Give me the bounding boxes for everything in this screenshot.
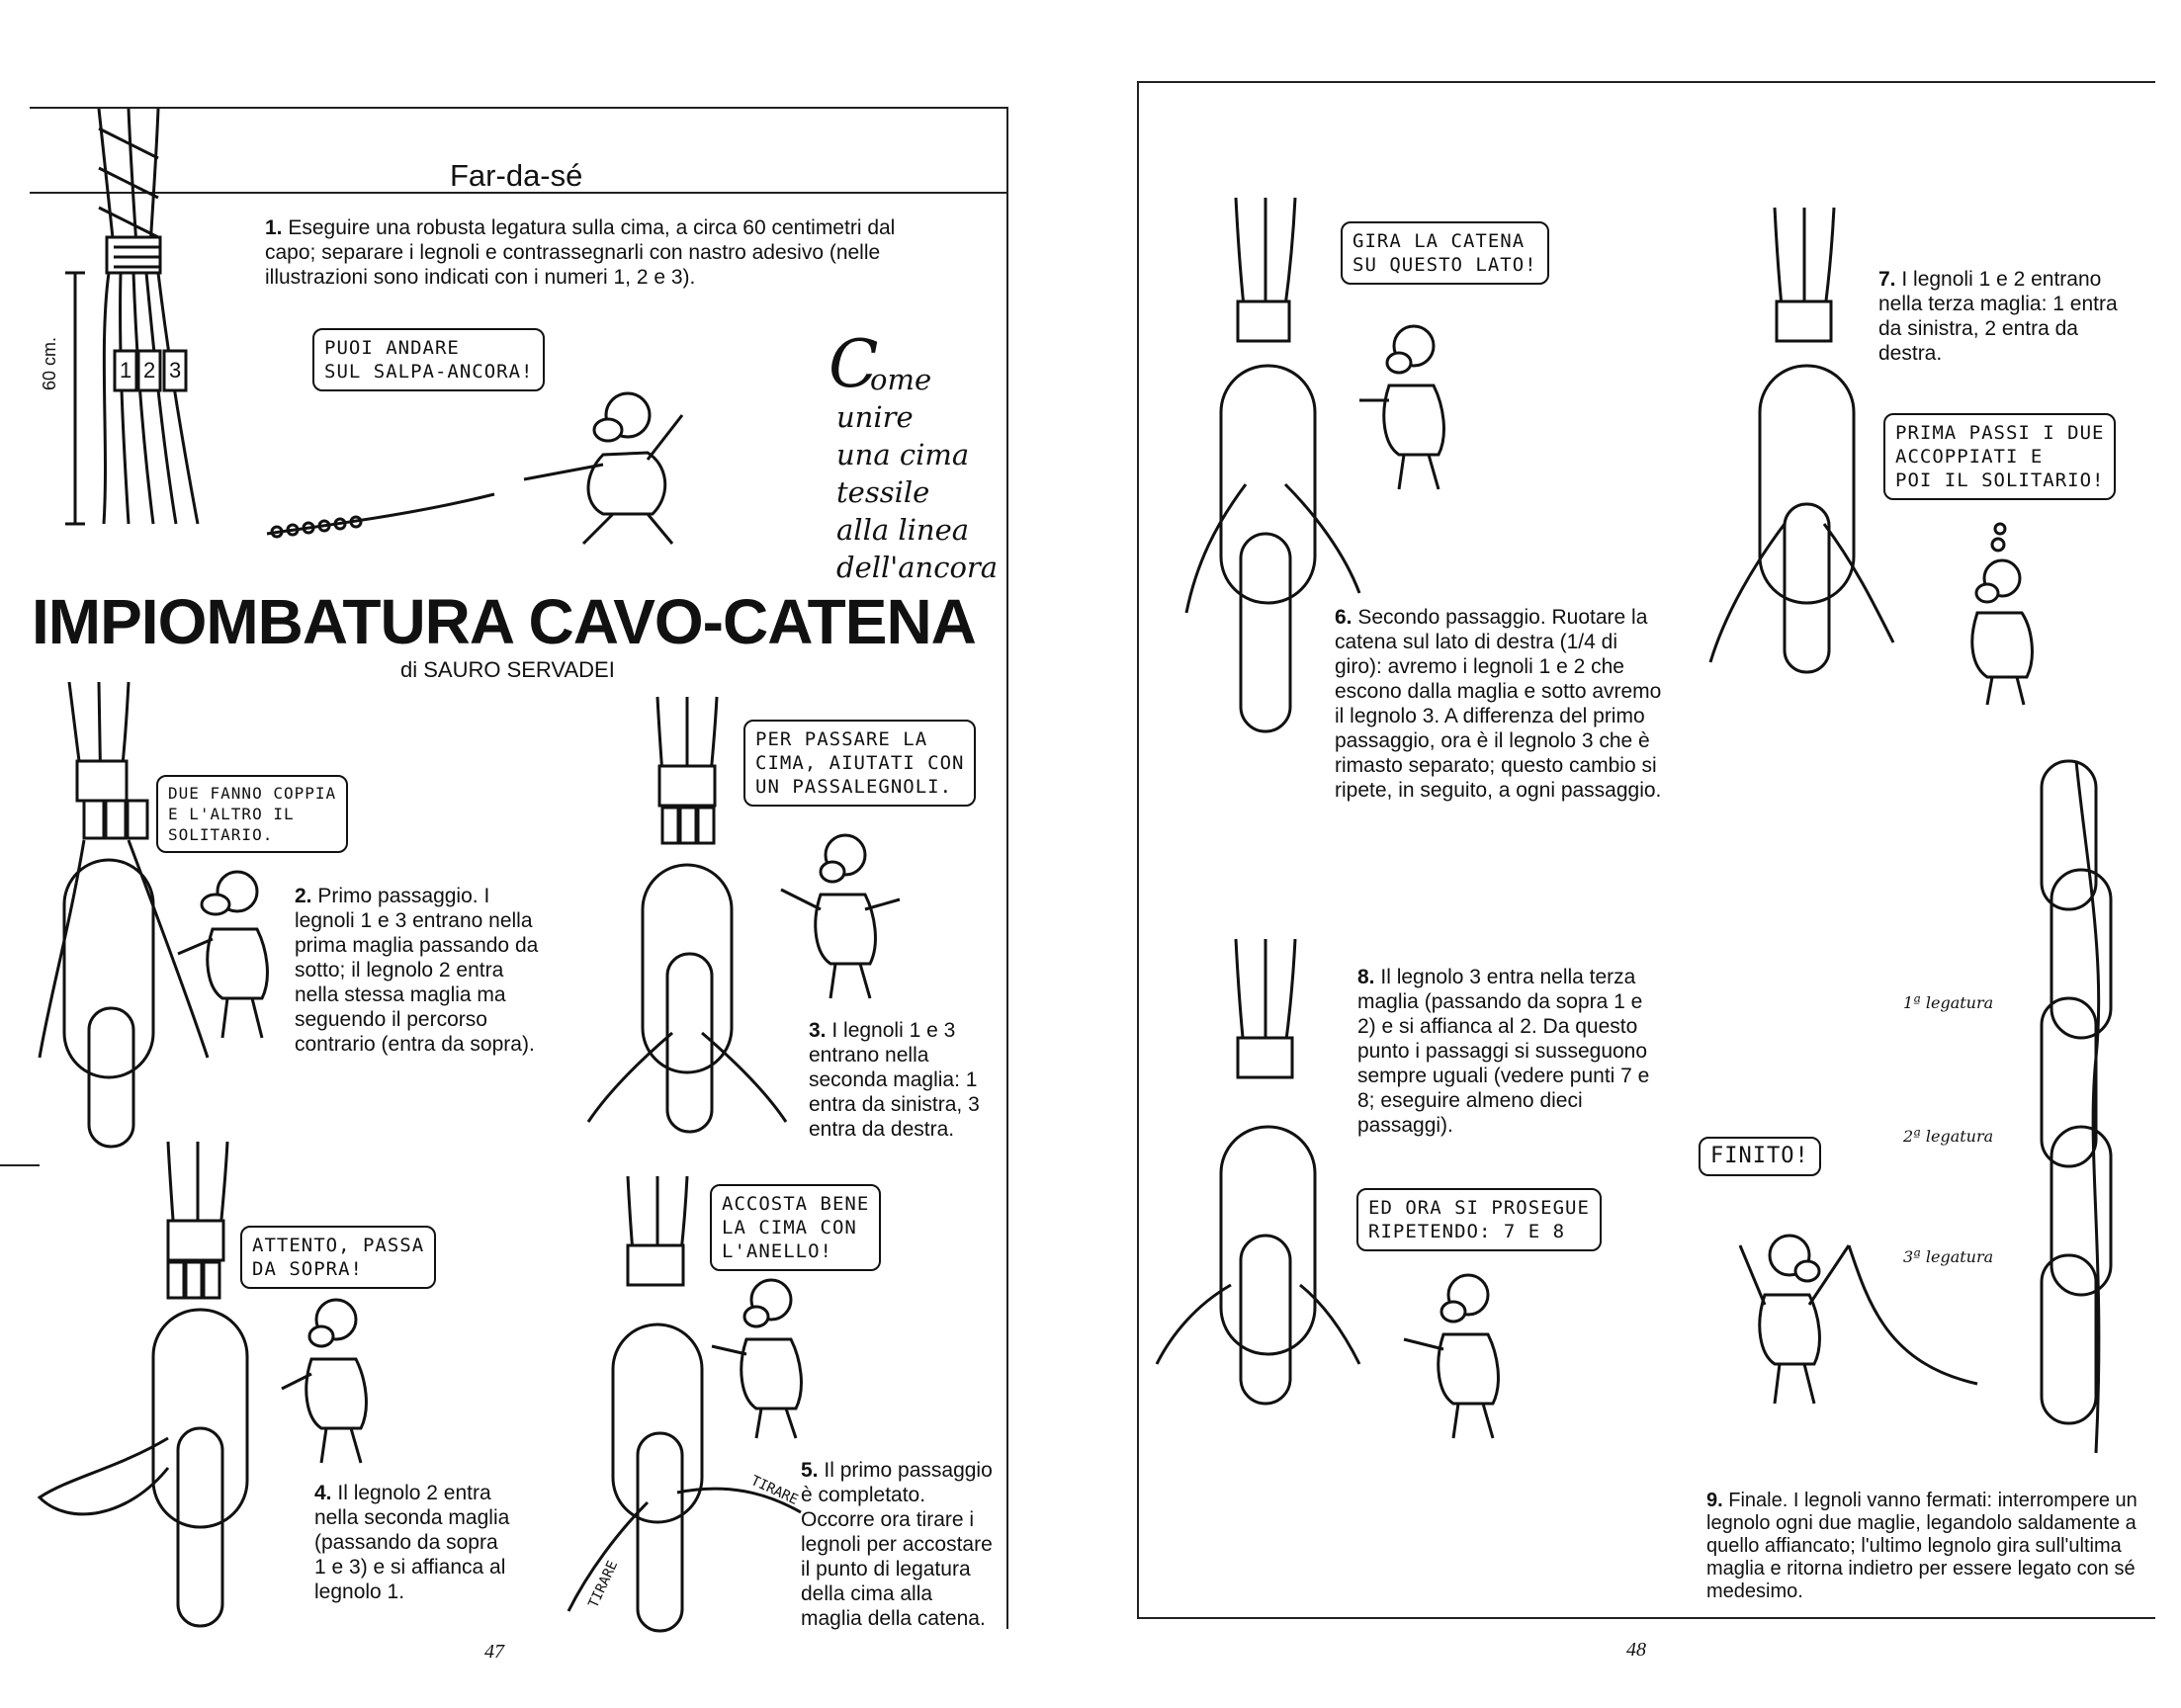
page-number-left: 47: [484, 1641, 504, 1663]
subtitle-line-4: tessile: [836, 475, 930, 509]
step-8: 8. Il legnolo 3 entra nella terza maglia (passando da sopra 1 e 2) e si affianca al 2. Da questo punto i passaggi si susseguono sempre uguali (vedere punti 7 e 8; eseguire almeno dieci passaggi).: [1357, 966, 1650, 1137]
step-6: 6. Secondo passaggio. Ruotare la catena sul lato di destra (1/4 di giro): avremo i legnoli 1 e 2 che escono dalla maglia e sotto avremo il legnolo 3. A differenza del primo passaggio, ora è il legnolo 3 che è rimasto separato; questo cambio si ripete, in seguito, a ogni passaggio.: [1335, 606, 1662, 802]
sailor-with-chain: [257, 385, 732, 563]
speech-bubble-7: PRIMA PASSI I DUE ACCOPPIATI E POI IL SOLITARIO!: [1883, 413, 2116, 500]
subtitle-line-1: ome: [870, 363, 932, 396]
subtitle-line-2: unire: [836, 400, 914, 434]
speech-bubble-1: PUOI ANDARE SUL SALPA-ANCORA!: [312, 328, 545, 391]
sailor-8: [1389, 1270, 1537, 1448]
sailor-3: [771, 830, 929, 1008]
rope-chain-illustration-7: [1705, 208, 1903, 672]
speech-bubble-4: ATTENTO, PASSA DA SOPRA!: [240, 1226, 436, 1289]
measure-label: 60 cm.: [40, 336, 59, 390]
subtitle-line-5: alla linea: [836, 513, 970, 547]
side-tick: [0, 1164, 40, 1166]
rope-chain-illustration-4: [40, 1142, 297, 1636]
sailor-7: [1933, 529, 2061, 707]
speech-bubble-8: ED ORA SI PROSEGUE RIPETENDO: 7 E 8: [1356, 1188, 1602, 1251]
pull-label-left: TIRARE: [585, 1558, 622, 1611]
step-4: 4. Il legnolo 2 entra nella seconda maglia (passando da sopra 1 e 3) e si affianca al legnolo 1.: [314, 1482, 510, 1603]
pull-label-right: TIRARE: [747, 1473, 801, 1508]
chain-final-illustration: [2017, 761, 2155, 1453]
speech-bubble-5: ACCOSTA BENE LA CIMA CON L'ANELLO!: [710, 1184, 881, 1271]
lashing-label-2: 2ª legatura: [1903, 1127, 1994, 1146]
sailor-4: [262, 1295, 400, 1473]
step-3: 3. I legnoli 1 e 3 entrano nella seconda maglia: 1 entra da sinistra, 3 entra da destra.: [809, 1019, 980, 1141]
subtitle-line-6: dell'ancora: [836, 551, 999, 584]
left-border-right: [1137, 81, 1139, 1618]
lashing-label-1: 1ª legatura: [1903, 993, 1994, 1012]
speech-bubble-9: FINITO!: [1699, 1137, 1821, 1176]
step-2: 2. Primo passaggio. I legnoli 1 e 3 entrano nella prima maglia passando da sotto; il legnolo 2 entra nella stessa maglia ma seguendo il percorso contrario (entra da sopra).: [295, 885, 539, 1056]
strand-label-3: 3: [169, 358, 182, 383]
speech-bubble-3: PER PASSARE LA CIMA, AIUTATI CON UN PASSALEGNOLI.: [743, 720, 976, 807]
section-title: Far-da-sé: [450, 158, 583, 193]
right-border: [1006, 107, 1008, 1629]
speech-bubble-2: DUE FANNO COPPIA E L'ALTRO IL SOLITARIO.: [156, 775, 348, 853]
sailor-2: [168, 870, 287, 1048]
strand-label-2: 2: [143, 358, 156, 383]
rope-illustration-1: [59, 99, 237, 534]
sailor-5: [697, 1275, 835, 1443]
step-9: 9. Finale. I legnoli vanno fermati: interrompere un legnolo ogni due maglie, legandolo saldamente a quello affiancato; l'ultimo legnolo gira sull'ultima maglia e ritorna indietro per essere legato con sé medesimo.: [1706, 1490, 2137, 1602]
subtitle-line-3: una cima: [836, 438, 970, 471]
step-5: 5. Il primo passaggio è completato. Occorre ora tirare i legnoli per accostare il punto di legatura della cima alla maglia della catena.: [801, 1459, 993, 1630]
step-7: 7. I legnoli 1 e 2 entrano nella terza maglia: 1 entra da sinistra, 2 entra da destra.: [1878, 268, 2118, 365]
lashing-label-3: 3ª legatura: [1903, 1247, 1994, 1266]
strand-label-1: 1: [120, 358, 132, 383]
speech-bubble-6: GIRA LA CATENA SU QUESTO LATO!: [1341, 221, 1549, 285]
sailor-6: [1340, 321, 1478, 499]
rope-chain-illustration-8: [1157, 939, 1364, 1404]
step-1: 1. Eseguire una robusta legatura sulla cima, a circa 60 centimetri dal capo; separare i legnoli e contrassegnarli con nastro adesivo (nelle illustrazioni sono indicati con i numeri 1, 2 e 3).: [265, 216, 896, 289]
top-border-right: [1137, 81, 2155, 83]
article-title: IMPIOMBATURA CAVO-CATENA: [32, 586, 976, 657]
subtitle-initial: C: [829, 326, 879, 402]
article-author: di SAURO SERVADEI: [400, 657, 615, 682]
bottom-border-right: [1137, 1617, 2155, 1619]
page-number-right: 48: [1626, 1639, 1646, 1661]
